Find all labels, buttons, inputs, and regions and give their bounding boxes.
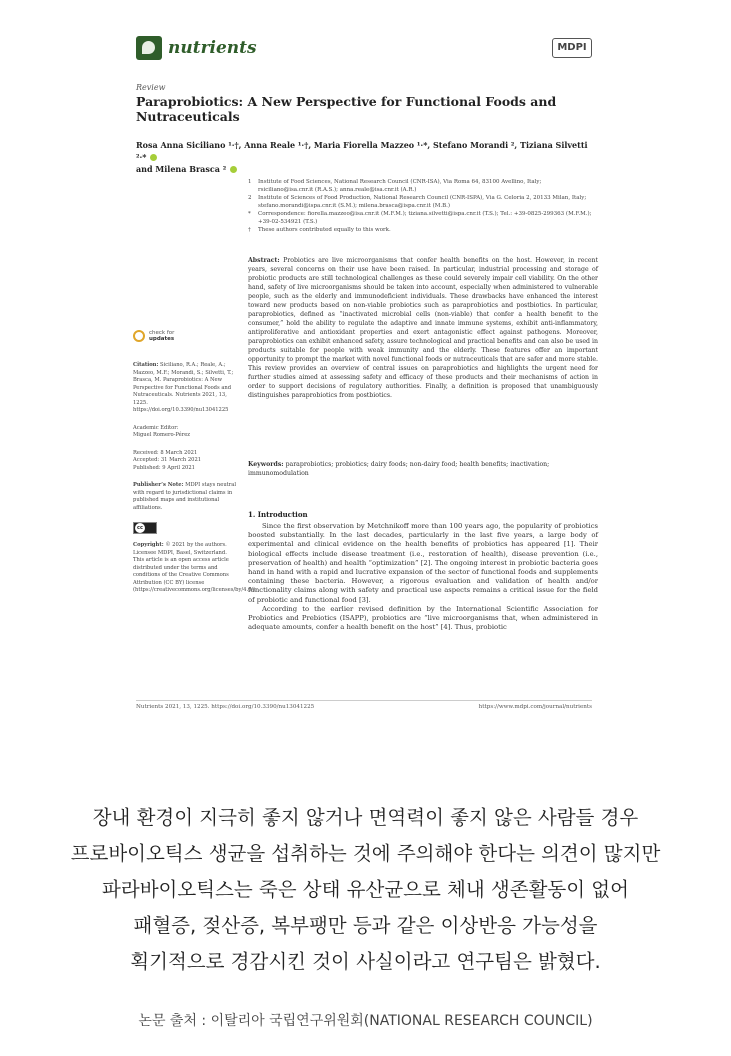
author-list — [136, 139, 596, 175]
article-type: Review — [136, 83, 166, 92]
korean-caption — [0, 800, 731, 980]
affiliation-text: These authors contributed equally to this work. — [258, 227, 391, 233]
intro-paragraph-1: Since the first observation by Metchnikoff more than 100 years ago, the popularity of probiotics boosted substantially. In the last decades, particularly in the last five years, a large body of experimental and clinical evidence on the health benefits of probiotics has appeared [1]. Their biological effects include disease treatment (i.e., restoration of health), disease prevention (i.e., preservation of health) and health “optimization” [2]. The ongoing interest in probiotic bacteria goes hand in hand with a rapid and lucrative expansion of the sector of functional foods and supplements containing these bacteria. However, a rigorous evaluation and validation of health and/or functionality claims along with safety and practical use aspects remains a critical issue for the field of probiotic and functional food [3]. — [248, 522, 598, 604]
dates-block — [133, 450, 239, 473]
accepted-date: Accepted: 31 March 2021 — [133, 457, 202, 463]
orcid-icon[interactable] — [230, 166, 237, 173]
journal-name: nutrients — [168, 38, 257, 58]
editor-block — [133, 425, 239, 440]
source-credit: 논문 출처 : 이탈리아 국립연구위원회(NATIONAL RESEARCH COUNCIL) — [138, 1013, 593, 1029]
published-date: Published: 9 April 2021 — [133, 464, 195, 471]
abstract-label: Abstract: — [248, 257, 280, 264]
caption-line: 프로바이오틱스 생균을 섭취하는 것에 주의해야 한다는 의견이 많지만 — [70, 842, 661, 865]
affiliation-mark: 1 — [248, 179, 252, 185]
affiliation-text: Institute of Food Sciences, National Research Council (CNR-ISA), Via Roma 64, 83100 Avellino, Italy; rsiciliano@isa.cnr.it (R.A.S.); anna.reale@isa.cnr.it (A.R.) — [258, 179, 542, 193]
journal-logo — [136, 36, 257, 60]
caption-line: 획기적으로 경감시킨 것이 사실이라고 연구팀은 밝혔다. — [130, 950, 601, 973]
editor-label: Academic Editor: — [133, 424, 179, 431]
editor-name: Miguel Romero-Pérez — [133, 432, 190, 438]
keywords-text: paraprobiotics; probiotics; dairy foods; non-dairy food; health benefits; inactivation; immunomodulation — [248, 461, 550, 477]
orcid-icon[interactable] — [150, 154, 157, 161]
abstract-text: Probiotics are live microorganisms that confer health benefits on the host. However, in recent years, several concerns on their use have been raised. In particular, industrial processing and storage of probiotic products are still technological challenges as these could severely impair cell viability. On the other hand, safety of live microorganisms should be taken into account, especially when administered to vulnerable people, such as the elderly and immunodeficient individuals. These drawbacks have enhanced the interest toward new products based on non-viable probiotics such as paraprobiotics and postbiotics. In particular, paraprobiotics, defined as “inactivated microbial cells (non-viable) that confer a health benefit to the consumer,” hold the ability to regulate the adaptive and innate immune systems, exhibit anti-inflammatory, antiproliferative and antioxidant properties and exert antagonistic effect against pathogens. Moreover, paraprobiotics can exhibit enhanced safety, assure technological and practical benefits and can also be used in products suitable for people with weak immunity and the elderly. These features offer an important opportunity to prompt the market with novel functional foods or nutraceuticals that are safer and more stable. This review provides an overview of central issues on paraprobiotics and highlights the urgent need for further studies aimed at assessing safety and efficacy of these products and their mechanisms of action in order to support decisions of regulatory authorities. Finally, a definition is proposed that unambiguously distinguishes paraprobiotics from postbiotics. — [248, 257, 599, 399]
caption-line: 장내 환경이 지극히 좋지 않거나 면역력이 좋지 않은 사람들 경우 — [92, 806, 639, 829]
article-sidebar — [133, 330, 257, 605]
check-updates-icon — [133, 330, 145, 342]
intro-paragraph-2: According to the earlier revised definition by the International Scientific Association for Probiotics and Prebiotics (ISAPP), probiotics are “live microorganisms that, when administered in adequate amounts, confer a health benefit on the host” [4]. Thus, probiotic — [248, 604, 598, 632]
affiliation-text: Correspondence: fiorella.mazzeo@isa.cnr.it (M.F.M.); tiziana.silvetti@ispa.cnr.it (T.S.); Tel.: +39-0825-299363 (M.F.M.); +39-02-534921 (T.S.) — [258, 211, 592, 225]
cc-by-license-icon[interactable] — [133, 522, 157, 534]
section-heading: 1. Introduction — [248, 510, 308, 519]
affiliations — [248, 178, 598, 234]
copyright-label: Copyright: — [133, 542, 164, 548]
citation-label: Citation: — [133, 362, 159, 368]
footer-citation: Nutrients 2021, 13, 1225. https://doi.org/10.3390/nu13041225 — [136, 704, 315, 710]
copyright-block — [133, 542, 257, 595]
publisher-logo: MDPI — [552, 38, 592, 58]
affiliation-mark: † — [248, 227, 251, 233]
article-title: Paraprobiotics: A New Perspective for Functional Foods and Nutraceuticals — [136, 94, 557, 124]
journal-header — [136, 32, 592, 72]
introduction-body — [248, 522, 598, 632]
affiliation-item — [248, 210, 598, 226]
publisher-note — [133, 482, 239, 512]
authors-line-2: and Milena Brasca ² — [136, 164, 227, 174]
check-for-updates-button[interactable] — [133, 330, 239, 342]
copyright-text: © 2021 by the authors. Licensee MDPI, Basel, Switzerland. This article is an open access article distributed under the terms and conditions of the Creative Commons Attribution (CC BY) license (https://creativecommons.org/licenses/by/4.0/). — [133, 542, 257, 593]
caption-line: 패혈증, 젖산증, 복부팽만 등과 같은 이상반응 가능성을 — [133, 914, 598, 937]
note-label: Publisher’s Note: — [133, 482, 184, 488]
received-date: Received: 8 March 2021 — [133, 449, 198, 456]
keywords-label: Keywords: — [248, 461, 284, 468]
affiliation-text: Institute of Sciences of Food Production, National Research Council (CNR-ISPA), Via G. Celoria 2, 20133 Milan, Italy; stefano.morandi@ispa.cnr.it (S.M.); milena.brasca@ispa.cnr.it (M.B.) — [258, 195, 587, 209]
caption-line: 파라바이오틱스는 죽은 상태 유산균으로 체내 생존활동이 없어 — [102, 878, 629, 901]
abstract — [248, 256, 598, 400]
affiliation-mark: 2 — [248, 195, 252, 201]
affiliation-mark: * — [248, 211, 251, 217]
nutrients-logo-icon — [136, 36, 162, 60]
affiliation-item — [248, 194, 598, 210]
citation-text: Siciliano, R.A.; Reale, A.; Mazzeo, M.F.; Morandi, S.; Silvetti, T.; Brasca, M. Paraprobiotics: A New Perspective for Functional Foods and Nutraceuticals. Nutrients 2021, 13, 1225. https://doi.org/10.3390/nu13041225 — [133, 362, 234, 413]
authors-line-1: Rosa Anna Siciliano ¹·†, Anna Reale ¹·†, Maria Fiorella Mazzeo ¹·*, Stefano Morandi ², Tiziana Silvetti ²·* — [136, 140, 588, 162]
check-updates-label: check for updates — [149, 330, 175, 342]
affiliation-item — [248, 178, 598, 194]
affiliation-item — [248, 226, 598, 234]
note-text: MDPI stays neutral with regard to jurisdictional claims in published maps and institutional affiliations. — [133, 482, 236, 511]
keywords — [248, 460, 598, 478]
footer-url[interactable]: https://www.mdpi.com/journal/nutrients — [478, 704, 592, 710]
page-footer — [136, 700, 592, 710]
citation-block — [133, 362, 239, 415]
